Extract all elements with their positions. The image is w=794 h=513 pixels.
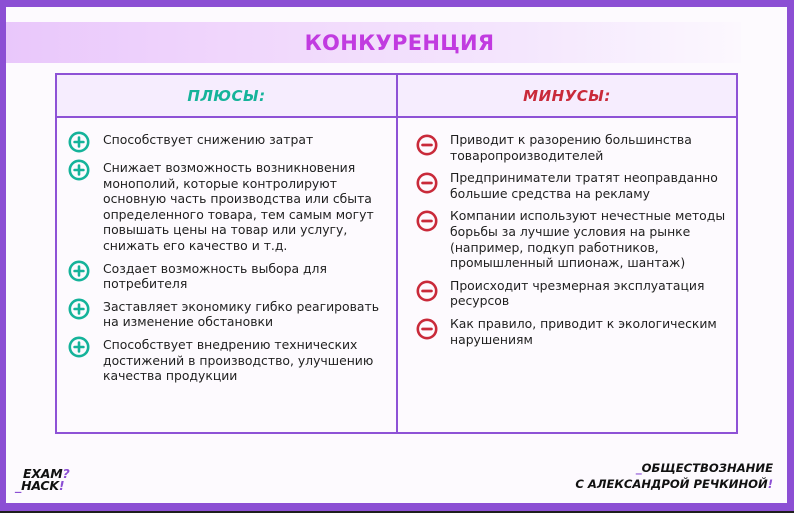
cons-item xyxy=(398,170,736,201)
pros-column xyxy=(57,118,398,432)
pros-item-text: Заставляет экономику гибко реагировать на изменение обстановки xyxy=(103,298,380,330)
brand-subject: ОБЩЕСТВОЗНАНИЕ xyxy=(641,461,773,475)
pros-item-text: Создает возможность выбора для потребителя xyxy=(103,260,327,292)
cons-item-text: Предприниматели тратят неоправданно большие средства на рекламу xyxy=(450,170,718,201)
pros-item xyxy=(57,261,396,292)
minus-circle-icon xyxy=(416,172,438,194)
slide-content xyxy=(6,7,787,503)
pros-item-text: Способствует снижению затрат xyxy=(103,132,314,147)
examhack-logo xyxy=(15,468,70,491)
plus-circle-icon xyxy=(68,298,90,320)
pros-cons-table xyxy=(55,73,738,434)
cons-item xyxy=(398,132,736,163)
brand-exclamation: ! xyxy=(767,477,773,491)
course-brand xyxy=(575,460,773,492)
plus-circle-icon xyxy=(68,336,90,358)
plus-circle-icon xyxy=(68,159,90,181)
cons-item xyxy=(398,278,736,309)
pros-item-text: Способствует внедрению технических достижений в производство, улучшению качества продукции xyxy=(103,336,374,384)
logo-exclamation: ! xyxy=(58,477,65,493)
pros-header: ПЛЮСЫ: xyxy=(57,75,398,118)
plus-circle-icon xyxy=(68,131,90,153)
title-banner xyxy=(6,22,741,63)
cons-item-text: Приводит к разорению большинства товаропроизводителей xyxy=(450,132,692,163)
minus-circle-icon xyxy=(416,280,438,302)
cons-item-text: Происходит чрезмерная эксплуатация ресурсов xyxy=(450,277,705,309)
brand-underscore: _ xyxy=(635,461,642,475)
pros-item xyxy=(57,299,396,330)
cons-column xyxy=(398,118,736,432)
page-title: КОНКУРЕНЦИЯ xyxy=(304,30,495,55)
minus-circle-icon xyxy=(416,210,438,232)
pros-item xyxy=(57,132,396,153)
pros-item xyxy=(57,337,396,384)
cons-item xyxy=(398,208,736,270)
logo-word-hack: HACK xyxy=(21,477,59,493)
cons-header: МИНУСЫ: xyxy=(398,75,736,118)
logo-question-mark: ? xyxy=(62,466,70,481)
pros-item xyxy=(57,160,396,254)
plus-circle-icon xyxy=(68,260,90,282)
minus-circle-icon xyxy=(416,318,438,340)
logo-underscore: _ xyxy=(15,477,22,493)
pros-item-text: Снижает возможность возникновения монополий, которые контролируют основную часть производства или сбыта определенного товара, тем самым могут повышать цены на товар или услугу, снижать его качество и т.д. xyxy=(103,160,374,253)
cons-item-text: Как правило, приводит к экологическим нарушениям xyxy=(450,315,717,347)
cons-item-text: Компании используют нечестные методы борьбы за лучшие условия на рынке (например, подкуп работников, промышленный шпионаж, шантаж) xyxy=(450,208,726,271)
brand-teacher: С АЛЕКСАНДРОЙ РЕЧКИНОЙ xyxy=(575,477,768,491)
logo-word-exam: EXAM xyxy=(23,466,63,481)
cons-item xyxy=(398,316,736,347)
minus-circle-icon xyxy=(416,134,438,156)
